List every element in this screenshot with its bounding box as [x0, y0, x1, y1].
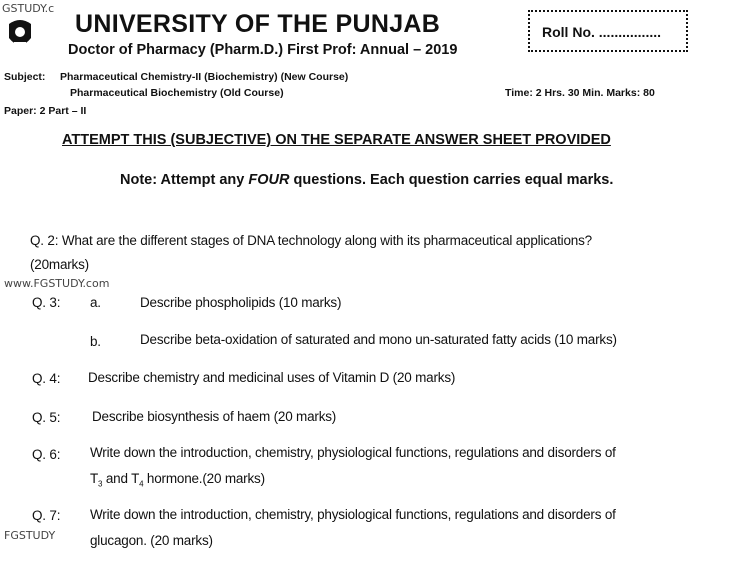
- time-marks: Time: 2 Hrs. 30 Min. Marks: 80: [505, 87, 655, 99]
- q2-number: Q. 2:: [30, 233, 59, 248]
- subject-old-course: Pharmaceutical Biochemistry (Old Course): [70, 87, 284, 99]
- hormone-marks: hormone.(20 marks): [143, 471, 265, 486]
- q4-number: Q. 4:: [32, 371, 61, 386]
- question-2: [30, 233, 592, 248]
- q3a-label: a.: [90, 295, 101, 310]
- note-emphasis: FOUR: [248, 172, 290, 188]
- q3a-text: Describe phospholipids (10 marks): [140, 295, 342, 310]
- q3-number: Q. 3:: [32, 295, 61, 310]
- t-symbol: T: [90, 471, 99, 486]
- q6-text-line1: Write down the introduction, chemistry, physiological functions, regulations and disorders of: [90, 445, 616, 460]
- q7-number: Q. 7:: [32, 508, 61, 523]
- q7-text-line2: glucagon. (20 marks): [90, 533, 213, 548]
- note-instruction: [120, 172, 613, 188]
- q5-text: Describe biosynthesis of haem (20 marks): [92, 409, 337, 424]
- attempt-instruction: ATTEMPT THIS (SUBJECTIVE) ON THE SEPARATE ANSWER SHEET PROVIDED: [62, 132, 611, 148]
- subscript-3: 3: [98, 479, 103, 489]
- paper-part: Paper: 2 Part – II: [4, 105, 87, 117]
- and-t: and T: [102, 471, 140, 486]
- watermark-top: GSTUDY.c: [2, 2, 55, 15]
- university-crest-logo: [6, 18, 34, 52]
- q3b-label: b.: [90, 334, 101, 349]
- university-title: UNIVERSITY OF THE PUNJAB: [75, 10, 441, 38]
- q4-text: Describe chemistry and medicinal uses of Vitamin D (20 marks): [88, 370, 456, 385]
- roll-no-label: Roll No. ................: [542, 24, 662, 40]
- q5-number: Q. 5:: [32, 410, 61, 425]
- watermark-mid: www.FGSTUDY.com: [4, 277, 110, 290]
- subject-new-course: Pharmaceutical Chemistry-II (Biochemistry) (New Course): [60, 71, 349, 83]
- note-suffix: questions. Each question carries equal marks.: [289, 172, 614, 188]
- roll-no-box: [528, 10, 688, 52]
- note-prefix: Note: Attempt any: [120, 172, 249, 188]
- program-line: Doctor of Pharmacy (Pharm.D.) First Prof: Annual – 2019: [68, 42, 458, 58]
- q2-text: What are the different stages of DNA technology along with its pharmaceutical applications?: [61, 233, 592, 248]
- subject-label: Subject:: [4, 71, 46, 83]
- q2-marks: (20marks): [30, 257, 89, 272]
- q3b-text: Describe beta-oxidation of saturated and mono un-saturated fatty acids (10 marks): [140, 332, 617, 347]
- q6-text-line2: [90, 471, 265, 489]
- subscript-4: 4: [139, 479, 144, 489]
- q6-number: Q. 6:: [32, 447, 61, 462]
- q7-text-line1: Write down the introduction, chemistry, physiological functions, regulations and disorders of: [90, 507, 616, 522]
- watermark-bottom: FGSTUDY: [4, 529, 56, 542]
